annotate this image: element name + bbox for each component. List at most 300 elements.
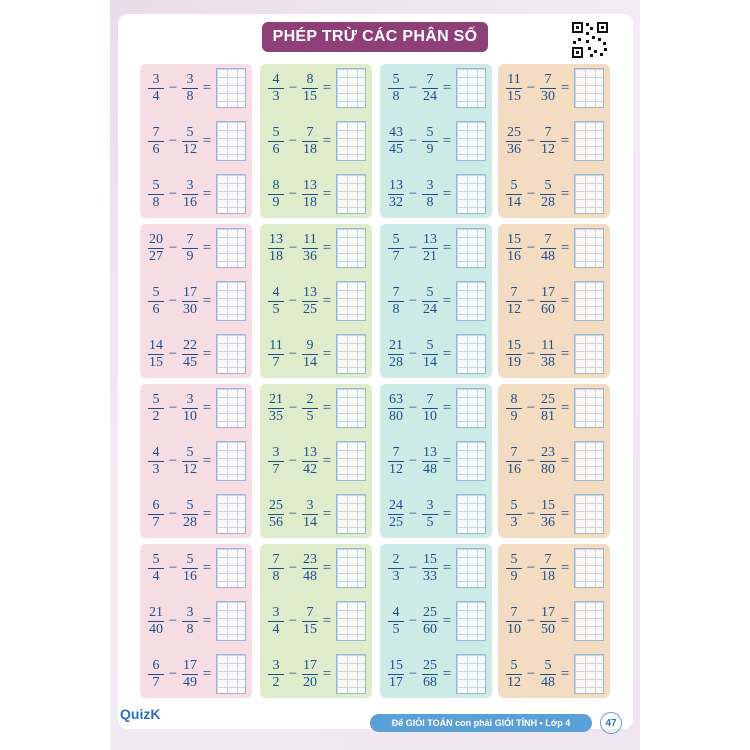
- minuend-fraction: [145, 605, 167, 638]
- answer-box[interactable]: [336, 388, 366, 428]
- minuend-fraction: [145, 232, 167, 265]
- minuend-fraction-numerator: 5: [506, 178, 522, 195]
- equals-sign: =: [442, 292, 452, 309]
- answer-box[interactable]: [456, 174, 486, 214]
- minuend-fraction-denominator: 6: [152, 141, 160, 157]
- minuend-fraction: [265, 445, 287, 478]
- minuend-fraction: [265, 178, 287, 211]
- answer-box[interactable]: [574, 68, 604, 108]
- minuend-fraction-denominator: 4: [152, 88, 160, 104]
- subtrahend-fraction-denominator: 48: [423, 461, 437, 477]
- equals-sign: =: [322, 239, 332, 256]
- answer-box[interactable]: [456, 388, 486, 428]
- subtrahend-fraction-denominator: 10: [183, 408, 197, 424]
- minus-sign: −: [168, 79, 178, 96]
- exercise: [503, 62, 604, 114]
- answer-box[interactable]: [456, 281, 486, 321]
- answer-box[interactable]: [216, 388, 246, 428]
- minuend-fraction: [503, 125, 525, 158]
- equals-sign: =: [202, 559, 212, 576]
- subtrahend-fraction-numerator: 17: [541, 604, 555, 620]
- subtrahend-fraction: [299, 125, 321, 158]
- minuend-fraction-denominator: 15: [149, 354, 163, 370]
- minuend-fraction-numerator: 3: [148, 72, 164, 89]
- subtrahend-fraction-numerator: 3: [182, 72, 198, 89]
- subtrahend-fraction-numerator: 22: [183, 337, 197, 353]
- minuend-fraction: [265, 285, 287, 318]
- subtrahend-fraction: [537, 392, 559, 425]
- minus-sign: −: [288, 185, 298, 202]
- subtrahend-fraction: [419, 72, 441, 105]
- subtrahend-fraction: [179, 392, 201, 425]
- subtrahend-fraction-numerator: 7: [540, 125, 556, 142]
- equals-sign: =: [442, 79, 452, 96]
- minus-sign: −: [168, 452, 178, 469]
- exercise: [265, 382, 366, 434]
- subtrahend-fraction-numerator: 3: [182, 392, 198, 409]
- answer-box[interactable]: [456, 121, 486, 161]
- subtrahend-fraction-numerator: 5: [182, 125, 198, 142]
- minus-sign: −: [526, 505, 536, 522]
- equals-sign: =: [322, 505, 332, 522]
- subtrahend-fraction-denominator: 15: [303, 621, 317, 637]
- minuend-fraction-numerator: 5: [388, 232, 404, 249]
- minuend-fraction: [385, 125, 407, 158]
- subtrahend-fraction: [537, 445, 559, 478]
- subtrahend-fraction-numerator: 15: [541, 497, 555, 513]
- subtrahend-fraction: [419, 232, 441, 265]
- subtrahend-fraction: [419, 605, 441, 638]
- minuend-fraction-denominator: 7: [392, 248, 400, 264]
- equals-sign: =: [202, 399, 212, 416]
- equals-sign: =: [560, 505, 570, 522]
- subtrahend-fraction-denominator: 18: [303, 194, 317, 210]
- subtrahend-fraction-numerator: 7: [182, 232, 198, 249]
- minuend-fraction-numerator: 3: [268, 658, 284, 675]
- minuend-fraction-numerator: 21: [269, 391, 283, 407]
- minuend-fraction-denominator: 2: [272, 674, 280, 690]
- answer-box[interactable]: [574, 654, 604, 694]
- subtrahend-fraction: [537, 178, 559, 211]
- minus-sign: −: [288, 345, 298, 362]
- minuend-fraction: [145, 338, 167, 371]
- minus-sign: −: [526, 239, 536, 256]
- minuend-fraction: [145, 498, 167, 531]
- answer-box[interactable]: [456, 334, 486, 374]
- exercise: [385, 488, 486, 540]
- minuend-fraction-numerator: 6: [148, 658, 164, 675]
- minuend-fraction-numerator: 8: [506, 392, 522, 409]
- minuend-fraction: [503, 338, 525, 371]
- minuend-fraction-denominator: 16: [507, 248, 521, 264]
- equals-sign: =: [442, 132, 452, 149]
- equals-sign: =: [322, 345, 332, 362]
- answer-box[interactable]: [456, 494, 486, 534]
- answer-box[interactable]: [456, 228, 486, 268]
- minus-sign: −: [526, 665, 536, 682]
- exercise: [265, 328, 366, 380]
- exercise: [503, 595, 604, 647]
- equals-sign: =: [560, 239, 570, 256]
- equals-sign: =: [442, 345, 452, 362]
- answer-box[interactable]: [456, 68, 486, 108]
- minuend-fraction-numerator: 20: [149, 231, 163, 247]
- equals-sign: =: [560, 185, 570, 202]
- equals-sign: =: [202, 185, 212, 202]
- answer-box[interactable]: [456, 601, 486, 641]
- answer-box[interactable]: [336, 494, 366, 534]
- answer-box[interactable]: [574, 441, 604, 481]
- exercise: [503, 115, 604, 167]
- minuend-fraction: [145, 178, 167, 211]
- subtrahend-fraction: [419, 178, 441, 211]
- subtrahend-fraction-numerator: 7: [422, 392, 438, 409]
- minus-sign: −: [408, 79, 418, 96]
- subtrahend-fraction: [299, 72, 321, 105]
- minus-sign: −: [168, 185, 178, 202]
- minuend-fraction-denominator: 8: [272, 568, 280, 584]
- exercise: [265, 275, 366, 327]
- minuend-fraction-denominator: 27: [149, 248, 163, 264]
- exercise: [503, 168, 604, 220]
- minuend-fraction-numerator: 5: [268, 125, 284, 142]
- subtrahend-fraction: [299, 285, 321, 318]
- minuend-fraction-denominator: 8: [152, 194, 160, 210]
- exercise: [145, 328, 246, 380]
- answer-box[interactable]: [216, 654, 246, 694]
- minuend-fraction: [385, 178, 407, 211]
- minuend-fraction-denominator: 7: [152, 674, 160, 690]
- subtrahend-fraction-denominator: 24: [423, 301, 437, 317]
- subtrahend-fraction: [537, 125, 559, 158]
- minuend-fraction: [265, 658, 287, 691]
- minus-sign: −: [408, 185, 418, 202]
- subtrahend-fraction-numerator: 5: [182, 498, 198, 515]
- minuend-fraction-numerator: 14: [149, 337, 163, 353]
- exercise: [385, 382, 486, 434]
- answer-box[interactable]: [336, 121, 366, 161]
- subtrahend-fraction-denominator: 15: [303, 88, 317, 104]
- minuend-fraction-denominator: 9: [510, 568, 518, 584]
- subtrahend-fraction-denominator: 25: [303, 301, 317, 317]
- answer-box[interactable]: [336, 281, 366, 321]
- subtrahend-fraction-numerator: 13: [303, 177, 317, 193]
- subtrahend-fraction: [537, 285, 559, 318]
- minuend-fraction-denominator: 40: [149, 621, 163, 637]
- subtrahend-fraction-numerator: 3: [422, 178, 438, 195]
- subtrahend-fraction: [419, 552, 441, 585]
- minus-sign: −: [288, 452, 298, 469]
- minuend-fraction-numerator: 4: [268, 72, 284, 89]
- answer-box[interactable]: [336, 228, 366, 268]
- answer-box[interactable]: [216, 601, 246, 641]
- subtrahend-fraction-denominator: 18: [303, 141, 317, 157]
- minuend-fraction-denominator: 6: [152, 301, 160, 317]
- minuend-fraction-numerator: 15: [507, 337, 521, 353]
- subtrahend-fraction-denominator: 45: [183, 354, 197, 370]
- minus-sign: −: [526, 79, 536, 96]
- minuend-fraction-numerator: 15: [507, 231, 521, 247]
- minus-sign: −: [168, 399, 178, 416]
- subtrahend-fraction: [299, 658, 321, 691]
- answer-box[interactable]: [574, 121, 604, 161]
- minuend-fraction-numerator: 7: [268, 552, 284, 569]
- answer-box[interactable]: [574, 228, 604, 268]
- minuend-fraction: [503, 552, 525, 585]
- minuend-fraction: [265, 392, 287, 425]
- answer-box[interactable]: [574, 548, 604, 588]
- minuend-fraction-numerator: 63: [389, 391, 403, 407]
- subtrahend-fraction-numerator: 13: [303, 284, 317, 300]
- subtrahend-fraction: [419, 338, 441, 371]
- answer-box[interactable]: [216, 548, 246, 588]
- qr-code-icon: [570, 20, 610, 60]
- minus-sign: −: [408, 399, 418, 416]
- minus-sign: −: [288, 505, 298, 522]
- subtrahend-fraction-denominator: 60: [541, 301, 555, 317]
- subtrahend-fraction: [537, 605, 559, 638]
- subtrahend-fraction-numerator: 25: [423, 657, 437, 673]
- equals-sign: =: [442, 452, 452, 469]
- answer-box[interactable]: [574, 281, 604, 321]
- minuend-fraction-denominator: 7: [272, 461, 280, 477]
- subtrahend-fraction-denominator: 28: [541, 194, 555, 210]
- minus-sign: −: [168, 505, 178, 522]
- footer-banner: Để GIỎI TOÁN con phải GIỎI TÍNH • Lớp 4: [370, 714, 592, 732]
- exercise: [503, 275, 604, 327]
- subtrahend-fraction-denominator: 14: [423, 354, 437, 370]
- minus-sign: −: [288, 132, 298, 149]
- exercise: [145, 168, 246, 220]
- answer-box[interactable]: [574, 601, 604, 641]
- answer-box[interactable]: [456, 548, 486, 588]
- equals-sign: =: [442, 399, 452, 416]
- answer-box[interactable]: [216, 494, 246, 534]
- subtrahend-fraction-numerator: 17: [183, 657, 197, 673]
- answer-box[interactable]: [336, 548, 366, 588]
- subtrahend-fraction: [179, 72, 201, 105]
- minus-sign: −: [526, 292, 536, 309]
- subtrahend-fraction-denominator: 48: [541, 248, 555, 264]
- minuend-fraction: [385, 338, 407, 371]
- answer-box[interactable]: [574, 494, 604, 534]
- equals-sign: =: [442, 185, 452, 202]
- equals-sign: =: [560, 345, 570, 362]
- subtrahend-fraction-denominator: 30: [541, 88, 555, 104]
- equals-sign: =: [322, 665, 332, 682]
- subtrahend-fraction-numerator: 2: [302, 392, 318, 409]
- subtrahend-fraction-denominator: 20: [303, 674, 317, 690]
- subtrahend-fraction-denominator: 24: [423, 88, 437, 104]
- equals-sign: =: [560, 559, 570, 576]
- minuend-fraction-denominator: 36: [507, 141, 521, 157]
- equals-sign: =: [202, 239, 212, 256]
- equals-sign: =: [560, 399, 570, 416]
- equals-sign: =: [202, 452, 212, 469]
- minuend-fraction-denominator: 32: [389, 194, 403, 210]
- answer-box[interactable]: [336, 68, 366, 108]
- subtrahend-fraction-denominator: 38: [541, 354, 555, 370]
- subtrahend-fraction: [419, 445, 441, 478]
- minus-sign: −: [526, 185, 536, 202]
- minuend-fraction-denominator: 56: [269, 514, 283, 530]
- equals-sign: =: [442, 505, 452, 522]
- minus-sign: −: [168, 665, 178, 682]
- answer-box[interactable]: [336, 334, 366, 374]
- subtrahend-fraction-numerator: 7: [540, 232, 556, 249]
- subtrahend-fraction-denominator: 36: [541, 514, 555, 530]
- minuend-fraction-numerator: 5: [148, 178, 164, 195]
- exercise: [265, 595, 366, 647]
- answer-box[interactable]: [216, 228, 246, 268]
- equals-sign: =: [202, 505, 212, 522]
- minuend-fraction-numerator: 11: [269, 337, 283, 353]
- answer-box[interactable]: [336, 174, 366, 214]
- minuend-fraction-numerator: 7: [388, 285, 404, 302]
- minuend-fraction-denominator: 2: [152, 408, 160, 424]
- subtrahend-fraction-denominator: 36: [303, 248, 317, 264]
- minuend-fraction-denominator: 12: [507, 301, 521, 317]
- subtrahend-fraction-denominator: 16: [183, 194, 197, 210]
- publisher-logo: QuizK: [120, 706, 161, 722]
- answer-box[interactable]: [456, 654, 486, 694]
- minuend-fraction: [265, 605, 287, 638]
- minus-sign: −: [408, 452, 418, 469]
- answer-box[interactable]: [216, 441, 246, 481]
- minus-sign: −: [168, 292, 178, 309]
- minuend-fraction-numerator: 7: [506, 605, 522, 622]
- equals-sign: =: [322, 132, 332, 149]
- equals-sign: =: [560, 132, 570, 149]
- minuend-fraction: [385, 392, 407, 425]
- subtrahend-fraction-denominator: 14: [303, 354, 317, 370]
- minuend-fraction-denominator: 7: [152, 514, 160, 530]
- subtrahend-fraction-numerator: 5: [422, 338, 438, 355]
- minuend-fraction: [145, 392, 167, 425]
- minuend-fraction-denominator: 14: [507, 194, 521, 210]
- subtrahend-fraction-denominator: 14: [303, 514, 317, 530]
- answer-box[interactable]: [216, 174, 246, 214]
- minuend-fraction: [265, 552, 287, 585]
- minuend-fraction-denominator: 4: [272, 621, 280, 637]
- exercise: [265, 435, 366, 487]
- answer-box[interactable]: [456, 441, 486, 481]
- subtrahend-fraction-denominator: 48: [541, 674, 555, 690]
- subtrahend-fraction-numerator: 17: [183, 284, 197, 300]
- exercise: [385, 168, 486, 220]
- subtrahend-fraction: [179, 285, 201, 318]
- subtrahend-fraction-denominator: 8: [186, 88, 194, 104]
- exercise: [503, 435, 604, 487]
- exercise: [385, 648, 486, 700]
- equals-sign: =: [560, 292, 570, 309]
- minus-sign: −: [288, 559, 298, 576]
- answer-box[interactable]: [216, 334, 246, 374]
- answer-box[interactable]: [336, 441, 366, 481]
- subtrahend-fraction-numerator: 7: [422, 72, 438, 89]
- minus-sign: −: [168, 345, 178, 362]
- subtrahend-fraction: [299, 605, 321, 638]
- minuend-fraction: [385, 552, 407, 585]
- subtrahend-fraction-numerator: 13: [423, 444, 437, 460]
- minus-sign: −: [408, 559, 418, 576]
- equals-sign: =: [442, 665, 452, 682]
- minuend-fraction: [503, 445, 525, 478]
- minuend-fraction: [503, 178, 525, 211]
- subtrahend-fraction-denominator: 28: [183, 514, 197, 530]
- minus-sign: −: [526, 399, 536, 416]
- minuend-fraction: [385, 445, 407, 478]
- minuend-fraction-denominator: 80: [389, 408, 403, 424]
- minuend-fraction-denominator: 3: [392, 568, 400, 584]
- minuend-fraction-numerator: 13: [389, 177, 403, 193]
- answer-box[interactable]: [216, 281, 246, 321]
- exercise: [145, 435, 246, 487]
- minus-sign: −: [526, 559, 536, 576]
- subtrahend-fraction-numerator: 7: [540, 72, 556, 89]
- minuend-fraction-denominator: 5: [272, 301, 280, 317]
- minuend-fraction: [145, 72, 167, 105]
- answer-box[interactable]: [336, 601, 366, 641]
- minuend-fraction-denominator: 9: [272, 194, 280, 210]
- subtrahend-fraction-numerator: 23: [541, 444, 555, 460]
- minuend-fraction-denominator: 25: [389, 514, 403, 530]
- minuend-fraction-numerator: 25: [269, 497, 283, 513]
- minuend-fraction: [145, 445, 167, 478]
- answer-box[interactable]: [216, 68, 246, 108]
- answer-box[interactable]: [574, 174, 604, 214]
- answer-box[interactable]: [574, 388, 604, 428]
- subtrahend-fraction-numerator: 25: [541, 391, 555, 407]
- subtrahend-fraction-denominator: 9: [426, 141, 434, 157]
- answer-box[interactable]: [574, 334, 604, 374]
- subtrahend-fraction: [419, 285, 441, 318]
- minuend-fraction-denominator: 3: [272, 88, 280, 104]
- subtrahend-fraction: [419, 392, 441, 425]
- exercise: [145, 115, 246, 167]
- subtrahend-fraction-denominator: 80: [541, 461, 555, 477]
- exercise: [385, 275, 486, 327]
- minus-sign: −: [288, 239, 298, 256]
- minus-sign: −: [408, 132, 418, 149]
- answer-box[interactable]: [216, 121, 246, 161]
- subtrahend-fraction-numerator: 7: [302, 125, 318, 142]
- minuend-fraction: [385, 605, 407, 638]
- subtrahend-fraction-denominator: 30: [183, 301, 197, 317]
- subtrahend-fraction-numerator: 5: [540, 178, 556, 195]
- subtrahend-fraction: [179, 338, 201, 371]
- exercise: [145, 382, 246, 434]
- subtrahend-fraction: [537, 498, 559, 531]
- subtrahend-fraction: [537, 658, 559, 691]
- subtrahend-fraction-numerator: 8: [302, 72, 318, 89]
- minuend-fraction-denominator: 15: [507, 88, 521, 104]
- subtrahend-fraction-denominator: 5: [426, 514, 434, 530]
- subtrahend-fraction: [179, 445, 201, 478]
- minus-sign: −: [526, 345, 536, 362]
- equals-sign: =: [322, 399, 332, 416]
- minuend-fraction-denominator: 10: [507, 621, 521, 637]
- subtrahend-fraction-numerator: 7: [302, 605, 318, 622]
- subtrahend-fraction-denominator: 12: [541, 141, 555, 157]
- subtrahend-fraction: [299, 338, 321, 371]
- minuend-fraction: [265, 125, 287, 158]
- subtrahend-fraction: [419, 125, 441, 158]
- subtrahend-fraction: [419, 658, 441, 691]
- minuend-fraction-numerator: 8: [268, 178, 284, 195]
- subtrahend-fraction-denominator: 33: [423, 568, 437, 584]
- answer-box[interactable]: [336, 654, 366, 694]
